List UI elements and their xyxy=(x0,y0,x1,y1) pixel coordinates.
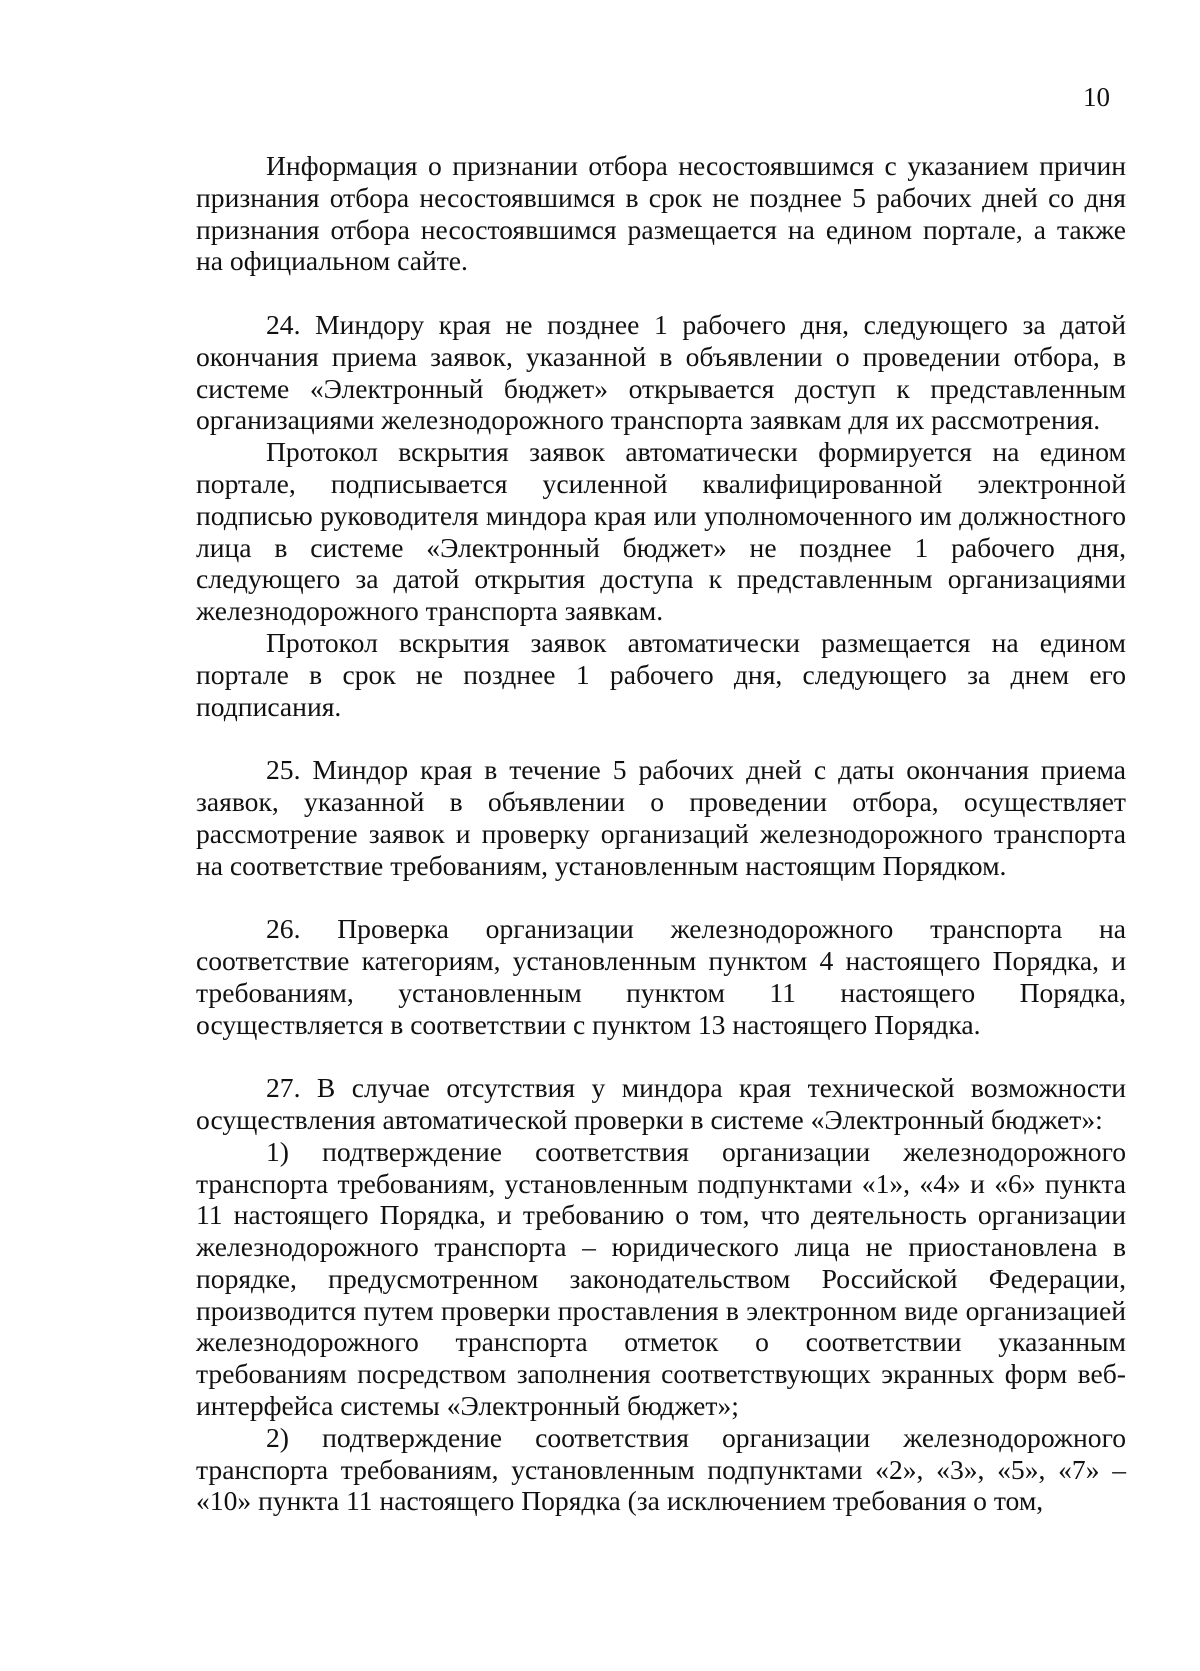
paragraph-protocol-publication: Протокол вскрытия заявок автоматически размещается на едином портале в срок не позднее 1 рабочего дня, следующего за днем его подписания. xyxy=(196,626,1126,722)
paragraph-protocol-formation: Протокол вскрытия заявок автоматически формируется на едином портале, подписывается усиленной квалифицированной электронной подписью руководителя миндора края или уполномоченного им должностного лица в системе «Электронный бюджет» не позднее 1 рабочего дня, следующего за датой открытия доступа к представленным организациями железнодорожного транспорта заявкам. xyxy=(196,436,1126,627)
paragraph-item-27-sub-1: 1) подтверждение соответствия организации железнодорожного транспорта требованиям, установленным подпунктами «1», «4» и «6» пункта 11 настоящего Порядка, и требованию о том, что деятельность организации железнодорожного транспорта – юридического лица не приостановлена в порядке, предусмотренном законодательством Российской Федерации, производится путем проверки проставления в электронном виде организацией железнодорожного транспорта отметок о соответствии указанным требованиям посредством заполнения соответствующих экранных форм веб-интерфейса системы «Электронный бюджет»; xyxy=(196,1135,1126,1422)
paragraph-item-27-sub-2: 2) подтверждение соответствия организации железнодорожного транспорта требованиям, установленным подпунктами «2», «3», «5», «7» – «10» пункта 11 настоящего Порядка (за исключением требования о том, xyxy=(196,1421,1126,1517)
paragraph-item-24: 24. Миндору края не позднее 1 рабочего дня, следующего за датой окончания приема заявок, указанной в объявлении о проведении отбора, в системе «Электронный бюджет» открывается доступ к представленным организациями железнодорожного транспорта заявкам для их рассмотрения. xyxy=(196,308,1126,436)
paragraph-item-26: 26. Проверка организации железнодорожного транспорта на соответствие категориям, установленным пунктом 4 настоящего Порядка, и требованиям, установленным пунктом 11 настоящего Порядка, осуществляется в соответствии с пунктом 13 настоящего Порядка. xyxy=(196,913,1126,1040)
document-body xyxy=(196,150,1126,1517)
page-number: 10 xyxy=(1083,82,1110,112)
paragraph-failed-selection-info: Информация о признании отбора несостоявшимся с указанием причин признания отбора несостоявшимся в срок не позднее 5 рабочих дней со дня признания отбора несостоявшимся размещается на едином портале, а также на официальном сайте. xyxy=(196,150,1126,277)
paragraph-item-25: 25. Миндор края в течение 5 рабочих дней с даты окончания приема заявок, указанной в объявлении о проведении отбора, осуществляет рассмотрение заявок и проверку организаций железнодорожного транспорта на соответствие требованиям, установленным настоящим Порядком. xyxy=(196,754,1126,881)
paragraph-item-27: 27. В случае отсутствия у миндора края технической возможности осуществления автоматической проверки в системе «Электронный бюджет»: xyxy=(196,1072,1126,1135)
